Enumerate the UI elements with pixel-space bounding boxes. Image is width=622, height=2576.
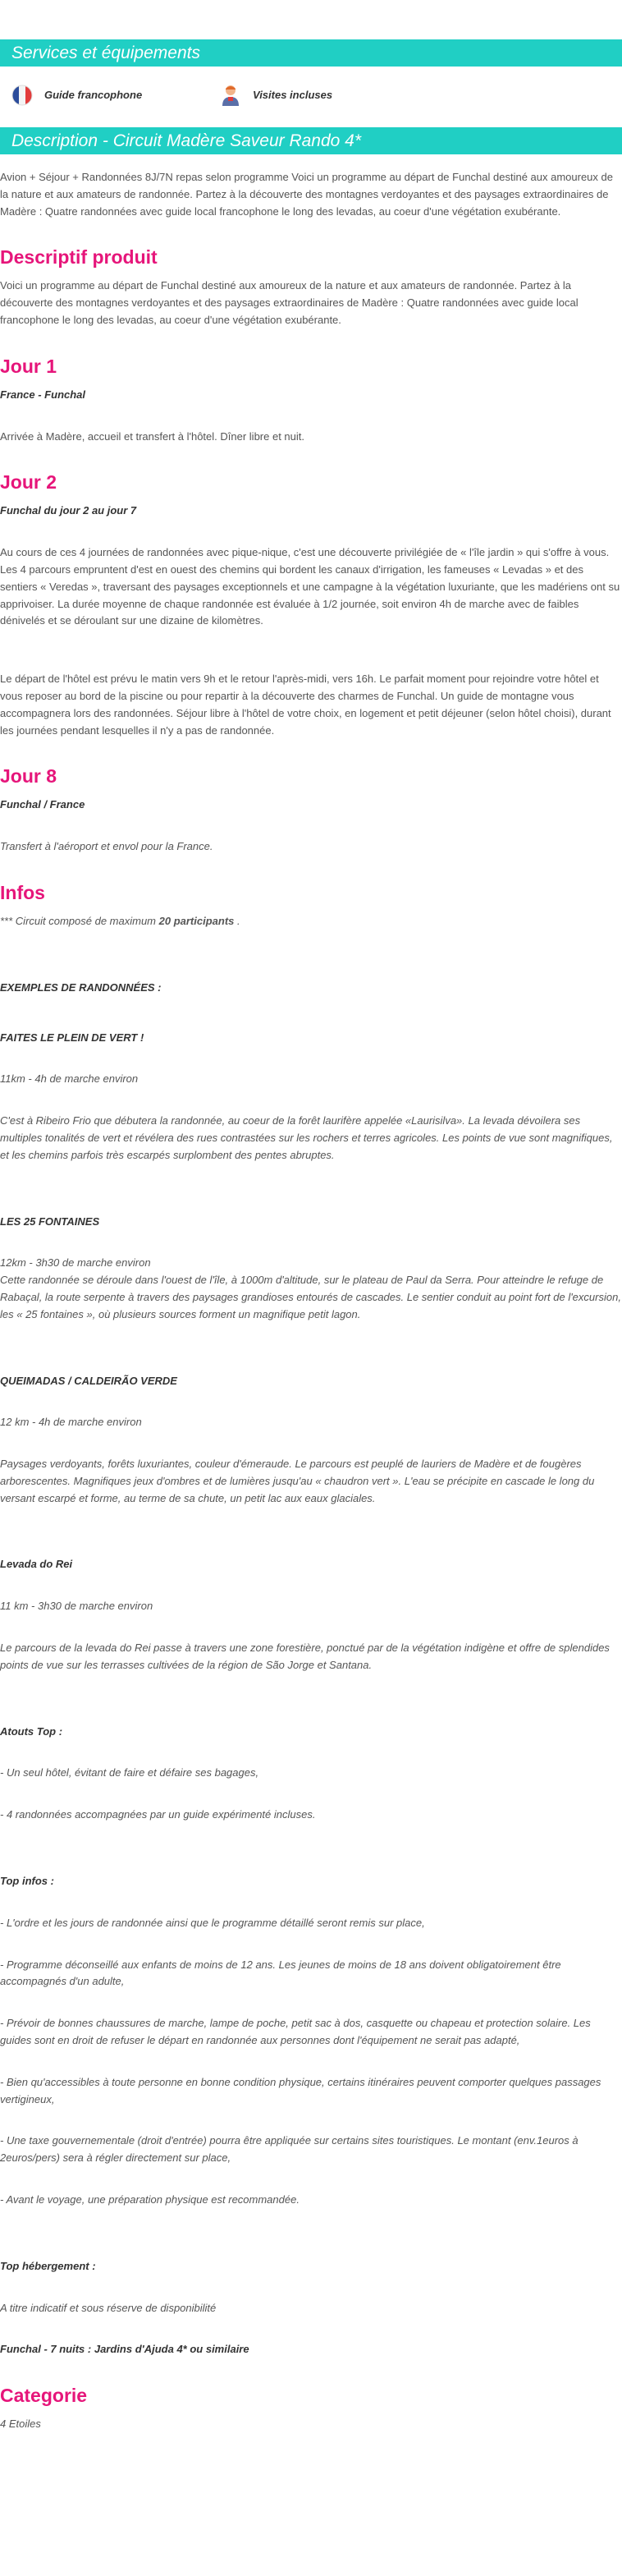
rando2-text: Cette randonnée se déroule dans l'ouest de l'île, à 1000m d'altitude, sur le plateau de Paul da Serra. Pour atteindre le refuge de Rabaçal, la route serpente à travers des paysages grandioses entourés de cascades. Le sentier conduit au point fort de l'excursion, les « 25 fontaines », où plusieurs sources forment un magnifique petit lagon. — [0, 1274, 621, 1320]
jour8-title: Jour 8 — [0, 765, 57, 787]
jour2-subtitle: Funchal du jour 2 au jour 7 — [0, 504, 137, 517]
rando2-title: LES 25 FONTAINES — [0, 1215, 100, 1228]
jour1-title: Jour 1 — [0, 355, 57, 377]
circuit-prefix: *** Circuit composé de maximum — [0, 914, 159, 927]
rando4-text: Le parcours de la levada do Rei passe à travers une zone forestière, ponctué par de la végétation indigène et offre de splendides points de vue sur les terrasses cultivées de la région de São Jorge et Santana. — [0, 1642, 610, 1671]
categorie-title: Categorie — [0, 2385, 88, 2407]
service-label: Guide francophone — [44, 88, 143, 101]
jour8-subtitle: Funchal / France — [0, 798, 85, 811]
descriptif-title: Descriptif produit — [0, 246, 158, 269]
rando3-text: Paysages verdoyants, forêts luxuriantes, couleur d'émeraude. Le parcours est peuplé de lauriers de Madère et de fougères arborescentes. Magnifiques jeux d'ombres et de lumières jusqu'au « chaudron vert ». L'eau se précipite en cascade le long du versant escarpé et forme, au terme de sa chute, un petit lac aux eaux glaciales. — [0, 1458, 595, 1504]
circuit-suffix: . — [234, 914, 240, 927]
rando1-meta: 11km - 4h de marche environ — [0, 1072, 139, 1086]
rando3-title: QUEIMADAS / CALDEIRÃO VERDE — [0, 1374, 177, 1387]
hebergement-note: A titre indicatif et sous réserve de disponibilité — [0, 2301, 217, 2314]
atouts-title: Atouts Top : — [0, 1724, 63, 1738]
jour2-p1: Au cours de ces 4 journées de randonnées avec pique-nique, c'est une découverte privilégiée de « l'île jardin » qui s'offre à vous. Les 4 parcours empruntent d'est en ouest des chemins qui bordent les canaux d'irrigation, les fameuses « Levadas » et des sentiers « Veredas », traversant des paysages exceptionnels et une campagne à la végétation luxuriante, que les madériens ont su apprivoiser. La durée moyenne de chaque randonnée est évaluée à 1/2 journée, soit environ 4h de marche avec de faibles dénivelés et se déroulant sur une dizaine de kilomètres. — [0, 546, 620, 627]
description-title: Description - Circuit Madère Saveur Rando 4* — [0, 127, 622, 154]
jour1-subtitle: France - Funchal — [0, 388, 86, 401]
rando3-meta: 12 km - 4h de marche environ — [0, 1416, 142, 1429]
jour1-text: Arrivée à Madère, accueil et transfert à l'hôtel. Dîner libre et nuit. — [0, 429, 304, 443]
exemples-title: EXEMPLES DE RANDONNÉES : — [0, 980, 162, 994]
hebergement-hotel: Funchal - 7 nuits : Jardins d'Ajuda 4* ou similaire — [0, 2343, 249, 2356]
service-label: Visites incluses — [253, 88, 333, 101]
services-list — [0, 67, 622, 127]
circuit-participants: 20 participants — [158, 914, 235, 927]
jour2-p2: Le départ de l'hôtel est prévu le matin vers 9h et le retour l'après-midi, vers 16h. Le parfait moment pour rejoindre votre hôtel et vous reposer au bord de la piscine ou pour repartir à la découverte des charmes de Funchal. Un guide de montagne vous accompagnera lors des randonnées. Séjour libre à l'hôtel de votre choix, en logement et petit déjeuner (selon hôtel choisi), durant les journées pendant lesquelles il n'y a pas de randonnée. — [0, 673, 611, 737]
descriptif-text: Voici un programme au départ de Funchal destiné aux amoureux de la nature et aux amateurs de randonnée. Partez à la découverte des montagnes verdoyantes et des paysages extraordinaires de Madère : Quatre randonnées avec guide local francophone le long des levadas, au coeur d'une végétation exubérante. — [0, 279, 579, 326]
categorie-value: 4 Etoiles — [0, 2418, 41, 2431]
atout-item: - Un seul hôtel, évitant de faire et défaire ses bagages, — [0, 1766, 259, 1779]
france-flag-icon — [10, 83, 34, 108]
circuit-info — [0, 913, 622, 930]
topinfo-item: - Avant le voyage, une préparation physique est recommandée. — [0, 2193, 300, 2206]
service-visites — [218, 83, 427, 108]
rando2-meta: 12km - 3h30 de marche environ — [0, 1256, 151, 1270]
topinfo-item: - Prévoir de bonnes chaussures de marche, lampe de poche, petit sac à dos, casquette ou chapeau et protection solaire. Les guides sont en droit de refuser le départ en randonnée aux personnes dont l'équipement ne serait pas adapté, — [0, 2017, 591, 2047]
atout-item: - 4 randonnées accompagnées par un guide expérimenté incluses. — [0, 1808, 316, 1821]
jour8-text: Transfert à l'aéroport et envol pour la France. — [0, 840, 213, 853]
topinfos-title: Top infos : — [0, 1875, 54, 1888]
service-guide — [10, 83, 218, 108]
rando4-meta: 11 km - 3h30 de marche environ — [0, 1600, 153, 1613]
topinfo-item: - Une taxe gouvernementale (droit d'entrée) pourra être appliquée sur certains sites touristiques. Le montant (env.1euros à 2euros/pers) sera à régler directement sur place, — [0, 2134, 579, 2165]
tour-guide-icon — [218, 83, 243, 108]
hebergement-title: Top hébergement : — [0, 2259, 96, 2272]
topinfo-item: - L'ordre et les jours de randonnée ainsi que le programme détaillé seront remis sur place, — [0, 1916, 425, 1929]
rando4-title: Levada do Rei — [0, 1558, 73, 1571]
services-title: Services et équipements — [0, 39, 622, 67]
infos-title: Infos — [0, 881, 45, 903]
topinfo-item: - Bien qu'accessibles à toute personne en bonne condition physique, certains itinéraires peuvent comporter quelques passages vertigineux, — [0, 2075, 601, 2105]
description-intro: Avion + Séjour + Randonnées 8J/7N repas selon programme Voici un programme au départ de Funchal destiné aux amoureux de la nature et aux amateurs de randonnée. Partez à la découverte des montagnes verdoyantes et des paysages extraordinaires de Madère : Quatre randonnées avec guide local francophone le long des levadas, au coeur d'une végétation exubérante. — [0, 171, 613, 218]
rando1-text: C'est à Ribeiro Frio que débutera la randonnée, au coeur de la forêt laurifère appelée «Laurisilva». La levada dévoilera ses multiples tonalités de vert et révélera des rues contrastées sur les rochers et terres agricoles. Les points de vue sont magnifiques, et les chemins parfois très escarpés surplombent des pentes abruptes. — [0, 1114, 613, 1161]
rando1-title: FAITES LE PLEIN DE VERT ! — [0, 1031, 144, 1044]
topinfo-item: - Programme déconseillé aux enfants de moins de 12 ans. Les jeunes de moins de 18 ans doivent obligatoirement être accompagnés d'un adulte, — [0, 1958, 561, 1988]
jour2-title: Jour 2 — [0, 471, 57, 494]
